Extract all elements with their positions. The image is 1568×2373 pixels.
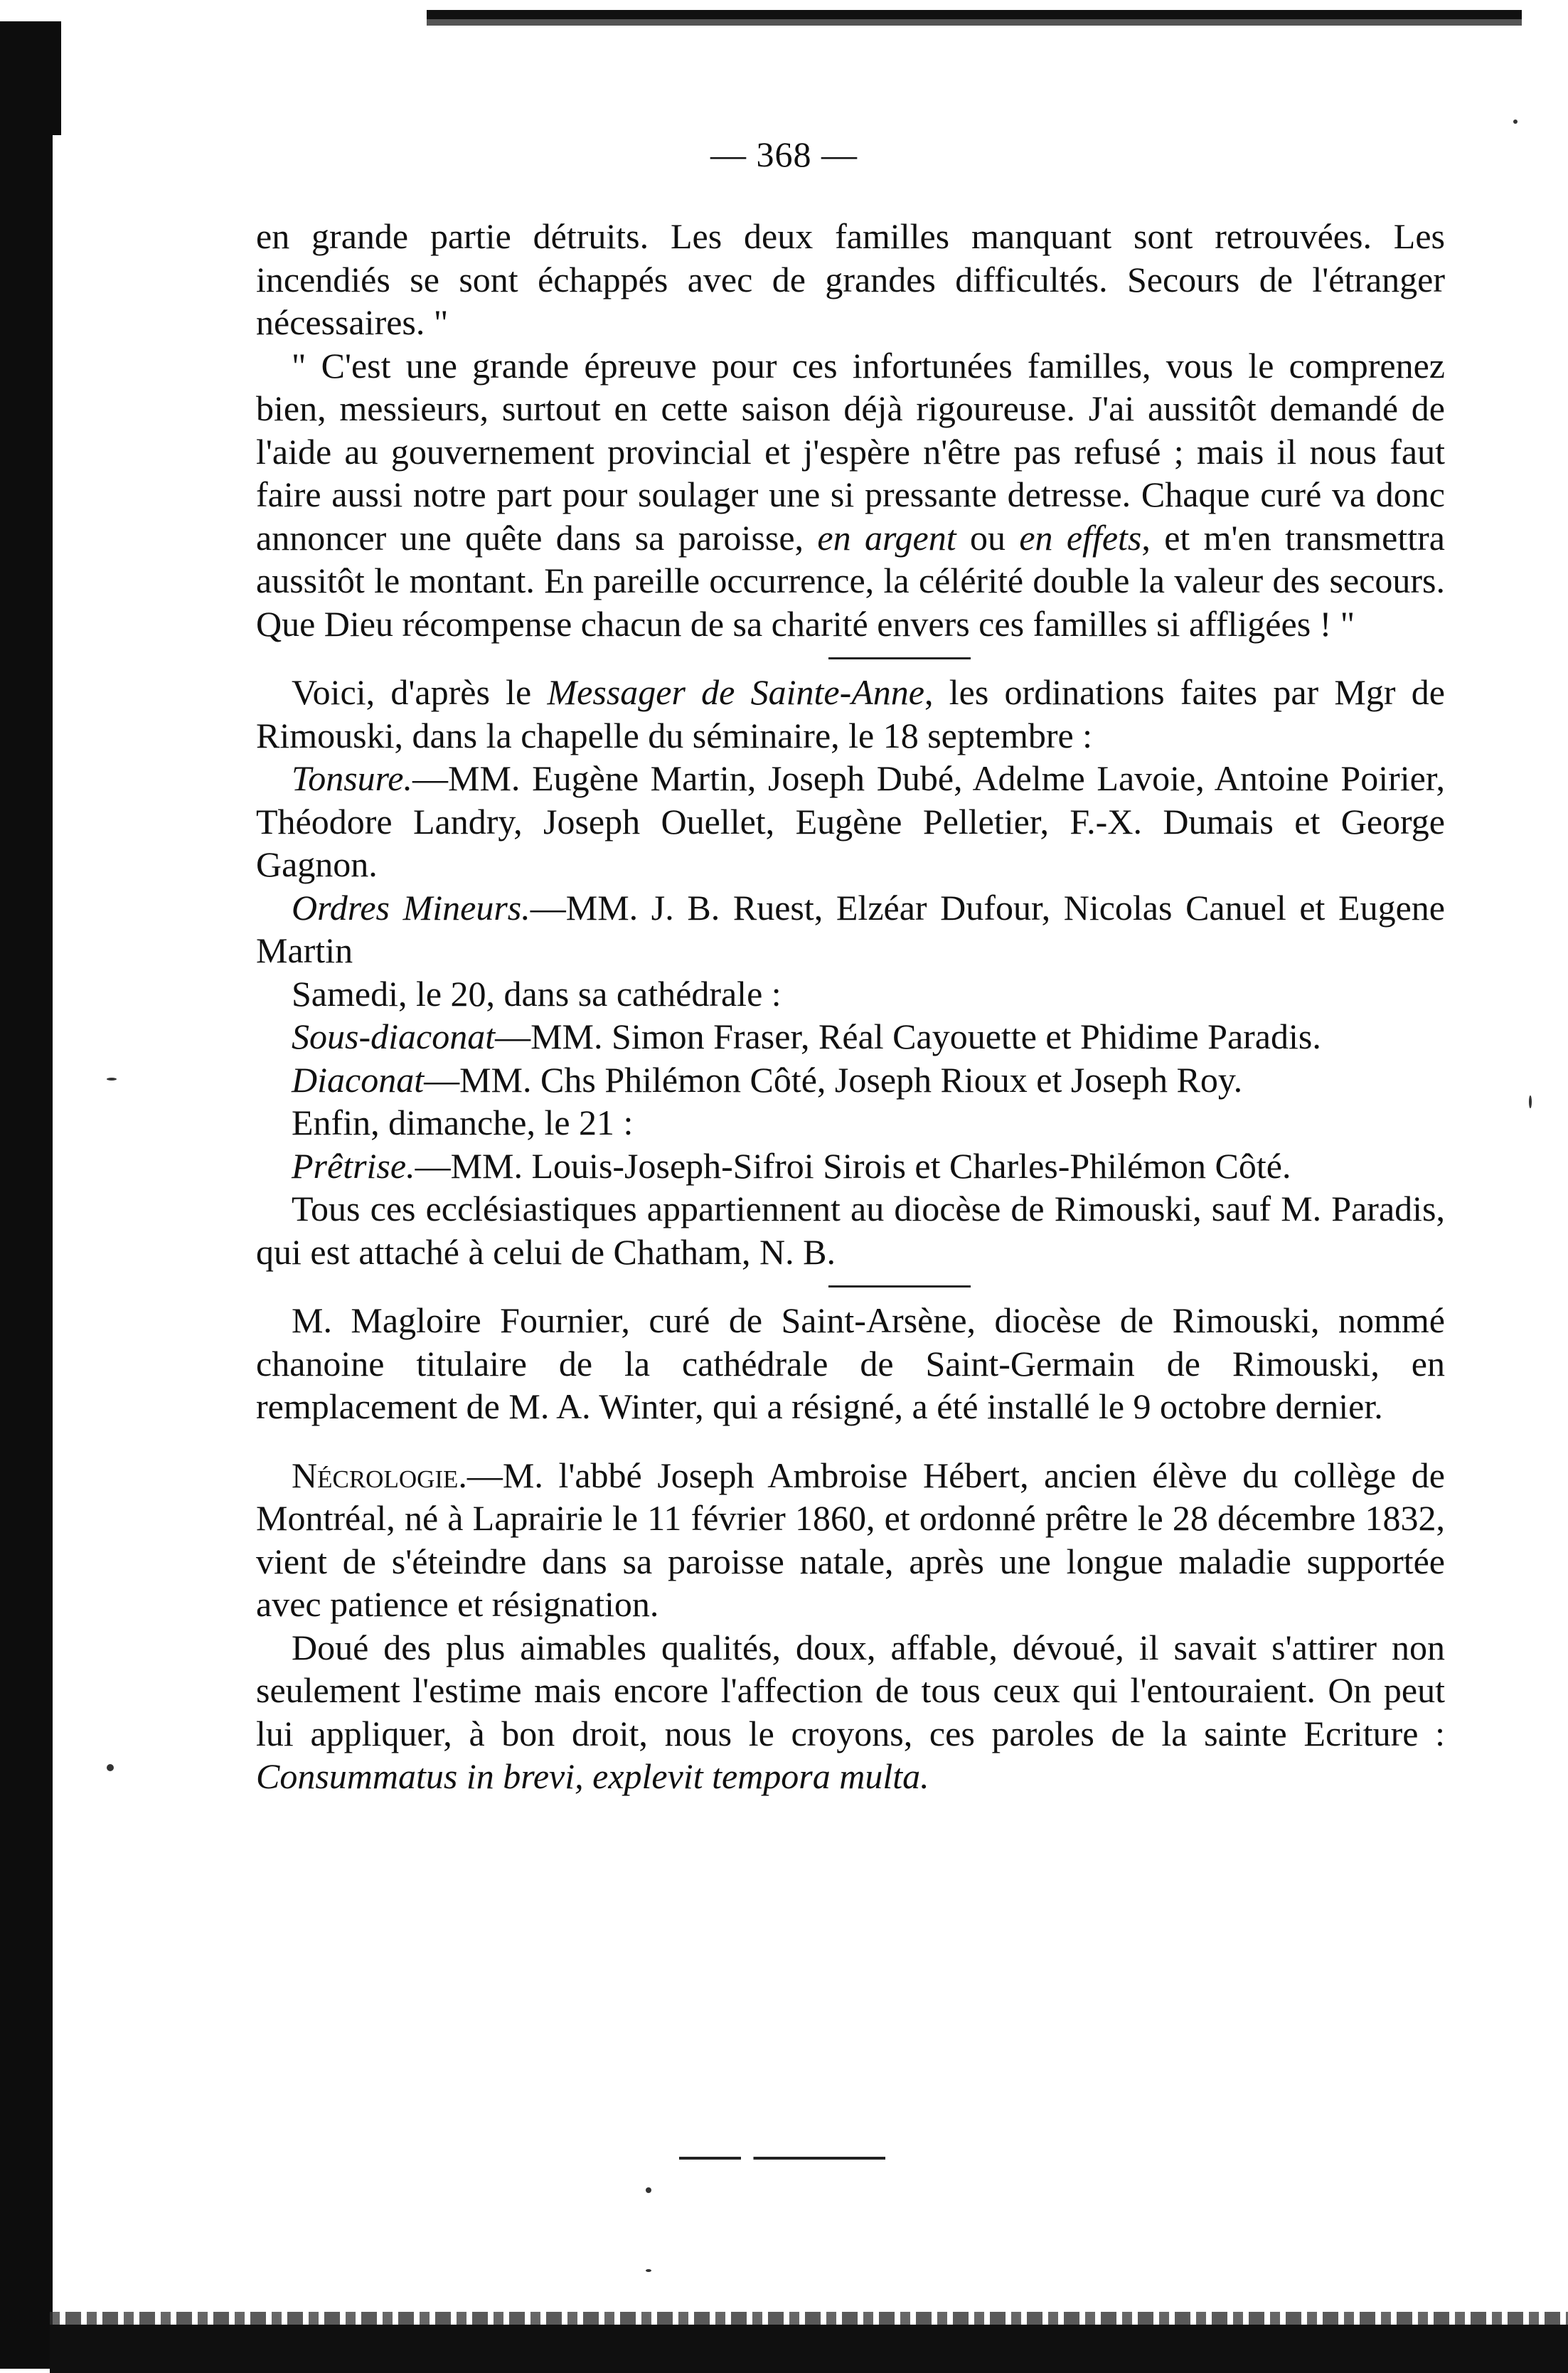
paragraph-2 <box>256 344 1445 646</box>
diaconat-label: Diaconat <box>292 1059 425 1100</box>
scan-speck <box>1529 1095 1532 1108</box>
paragraph-2-text: " C'est une grande épreuve pour ces infortunées familles, vous le comprenez bien, messieurs, surtout en cette saison déjà rigoureuse. J'ai aussitôt demandé de l'aide au gouvernement provincial et j'espère n'être pas refusé ; mais il nous faut faire aussi notre part pour soulager une si pressante detresse. Chaque curé va donc annoncer une quête dans sa paroisse, <box>256 345 1445 558</box>
paragraph-diaconat <box>256 1058 1445 1102</box>
pretrise-label: Prêtrise. <box>292 1145 415 1186</box>
paragraph-3 <box>256 671 1445 757</box>
paragraph-enfin: Enfin, dimanche, le 21 : <box>292 1103 634 1142</box>
scan-bottom-band <box>50 2325 1568 2373</box>
paragraph-gap <box>256 1428 1445 1454</box>
scan-speck <box>646 2269 651 2272</box>
paragraph-3-end: , les ordinations faites par Mgr de Rimouski, dans la chapelle du séminaire, le 18 septembre : <box>256 672 1445 755</box>
paragraph-2-mid: ou <box>956 517 1020 558</box>
paragraph-11: Tous ces ecclésiastiques appartiennent au diocèse de Rimouski, sauf M. Paradis, qui est attaché à celui de Chatham, N. B. <box>256 1189 1445 1272</box>
tonsure-text: —MM. Eugène Martin, Joseph Dubé, Adelme Lavoie, Antoine Poirier, Théodore Landry, Joseph Ouellet, Eugène Pelletier, F.-X. Dumais et George Gagnon. <box>256 758 1445 884</box>
scan-speck <box>1513 120 1518 124</box>
sous-diaconat-label: Sous-diaconat <box>292 1016 496 1056</box>
paragraph-pretrise <box>256 1145 1445 1188</box>
scan-speck <box>646 2187 651 2193</box>
paragraph-14-quote: Consummatus in brevi, explevit tempora multa. <box>256 1756 929 1796</box>
section-separator <box>256 1273 1445 1299</box>
necrologie-label: Nécrologie. <box>292 1455 467 1495</box>
paragraph-2-end: , et m'en transmettra aussitôt le montant. En pareille occurrence, la célérité double la valeur des secours. Que Dieu récompense chacun de sa charité envers ces familles si affligées ! " <box>256 517 1445 644</box>
scan-bottom-edge <box>50 2312 1568 2325</box>
paragraph-3-start: Voici, d'après le <box>292 672 548 712</box>
paragraph-2-italic-2: en effets <box>1019 517 1142 558</box>
section-separator <box>256 645 1445 671</box>
paragraph-3-italic: Messager de Sainte-Anne <box>547 672 924 712</box>
paragraph-tonsure <box>256 757 1445 886</box>
paragraph-1: en grande partie détruits. Les deux familles manquant sont retrouvées. Les incendiés se sont échappés avec de grandes difficultés. Secours de l'étranger nécessaires. " <box>256 216 1445 342</box>
paragraph-samedi: Samedi, le 20, dans sa cathédrale : <box>292 973 782 1014</box>
paragraph-sous-diaconat <box>256 1015 1445 1058</box>
ordres-mineurs-text: —MM. J. B. Ruest, Elzéar Dufour, Nicolas Canuel et Eugene Martin <box>256 887 1445 970</box>
page-number: — 368 — <box>710 134 858 174</box>
paragraph-14-text: Doué des plus aimables qualités, doux, affable, dévoué, il savait s'attirer non seulement l'estime mais encore l'affection de tous ceux qui l'entouraient. On peut lui appliquer, à bon droit, nous le croyons, ces paroles de la sainte Ecriture : <box>256 1627 1445 1753</box>
paragraph-12: M. Magloire Fournier, curé de Saint-Arsène, diocèse de Rimouski, nommé chanoine titulaire de la cathédrale de Saint-Germain de Rimouski, en remplacement de M. A. Winter, qui a résigné, a été installé le 9 octobre dernier. <box>256 1300 1445 1426</box>
scan-top-rule <box>427 10 1522 26</box>
text-block <box>256 215 1445 1798</box>
ordres-mineurs-label: Ordres Mineurs. <box>292 887 530 928</box>
tonsure-label: Tonsure. <box>292 758 412 798</box>
scan-speck <box>107 1078 117 1081</box>
end-rule <box>679 2157 885 2160</box>
paragraph-ordres-mineurs <box>256 886 1445 972</box>
necrologie-text: —M. l'abbé Joseph Ambroise Hébert, ancien élève du collège de Montréal, né à Laprairie le 11 février 1860, et ordonné prêtre le 28 décembre 1832, vient de s'éteindre dans sa paroisse natale, après une longue maladie supportée avec patience et résignation. <box>256 1455 1445 1624</box>
diaconat-text: —MM. Chs Philémon Côté, Joseph Rioux et Joseph Roy. <box>424 1059 1243 1100</box>
pretrise-text: —MM. Louis-Joseph-Sifroi Sirois et Charles-Philémon Côté. <box>415 1145 1291 1186</box>
paragraph-2-italic-1: en argent <box>817 517 956 558</box>
sous-diaconat-text: —MM. Simon Fraser, Réal Cayouette et Phidime Paradis. <box>495 1016 1321 1056</box>
scan-left-edge <box>0 21 53 2369</box>
paragraph-14 <box>256 1626 1445 1798</box>
paragraph-necrologie <box>256 1454 1445 1626</box>
scan-speck <box>107 1764 114 1771</box>
scan-left-edge-notch <box>44 21 61 135</box>
